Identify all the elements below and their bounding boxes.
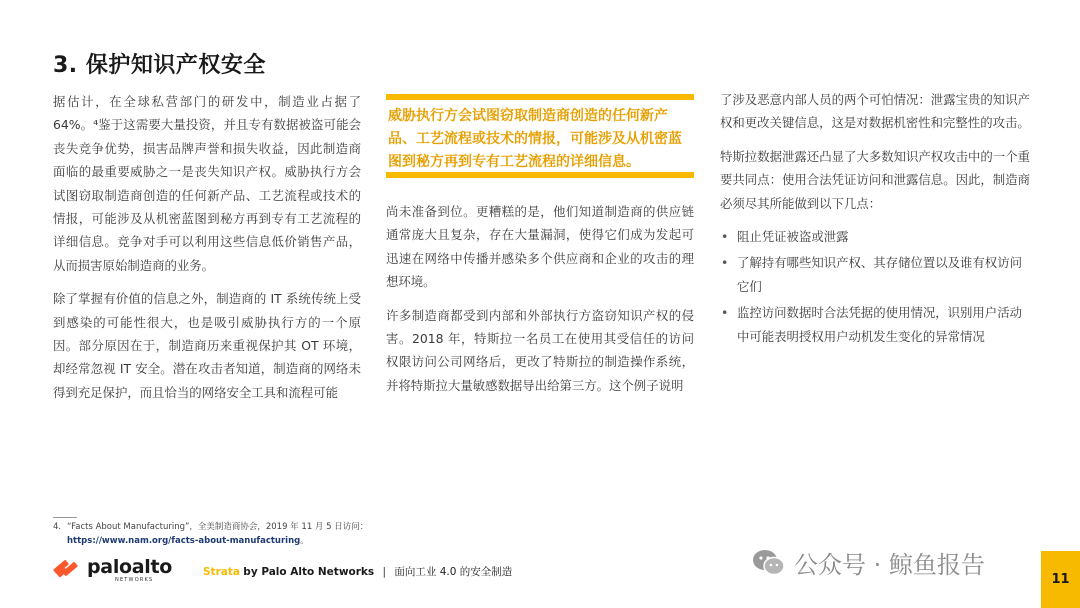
list-item-text: 了解持有哪些知识产权、其存储位置以及谁有权访问它们 — [737, 255, 1022, 294]
paragraph: 了涉及恶意内部人员的两个可怕情况：泄露宝贵的知识产权和更改关键信息，这是对数据机密性和完整性的攻击。 — [720, 92, 1030, 131]
footnote-divider — [53, 517, 77, 518]
footer-brand-line — [203, 564, 512, 579]
page-number: 11 — [1041, 551, 1080, 608]
paloalto-logo-icon — [53, 558, 83, 578]
footnote-link[interactable]: https://www.nam.org/facts-about-manufacturing — [67, 536, 301, 546]
paragraph: 许多制造商都受到内部和外部执行方盗窃知识产权的侵害。2018 年，特斯拉一名员工在使用其受信任的访问权限访问公司网络后，更改了特斯拉的制造操作系统，并将特斯拉大量敏感数据导出给第三方。这个例子说明 — [386, 307, 694, 393]
strata-brand: Strata — [203, 566, 240, 578]
logo-wordmark: paloalto — [87, 556, 173, 578]
paragraph: 特斯拉数据泄露还凸显了大多数知识产权攻击中的一个重要共同点：使用合法凭证访问和泄露信息。因此，制造商必须尽其所能做到以下几点： — [720, 148, 1030, 211]
list-item-text: 阻止凭证被盗或泄露 — [737, 229, 849, 245]
bullet-icon: • — [721, 305, 729, 321]
paragraph: 尚未准备到位。更糟糕的是，他们知道制造商的供应链通常庞大且复杂，存在大量漏洞，使得它们成为发起可迅速在网络中传播并感染多个供应商和企业的攻击的理想环境。 — [386, 204, 694, 290]
bullet-icon: • — [721, 255, 729, 271]
watermark-text: 公众号 · 鲸鱼报告 — [794, 551, 985, 579]
footnote — [53, 520, 473, 548]
list-item — [720, 225, 1030, 248]
logo-subtitle: NETWORKS — [115, 577, 154, 583]
brand-byline: by Palo Alto Networks — [243, 566, 375, 578]
column-3 — [720, 88, 1030, 351]
document-title: 面向工业 4.0 的安全制造 — [394, 566, 513, 578]
wechat-icon — [752, 549, 786, 577]
paragraph: 除了掌握有价值的信息之外，制造商的 IT 系统传统上受到感染的可能性很大，也是吸引威胁执行方的一个原因。部分原因在于，制造商历来重视保护其 OT 环境，却经常忽视 IT 安全。潜在攻击者知道，制造商的网络未得到充足保护，而且恰当的网络安全工具和流程可能 — [53, 291, 361, 400]
bullet-icon: • — [721, 229, 729, 245]
footnote-number: 4. — [53, 522, 62, 532]
paloalto-logo — [53, 558, 172, 584]
pull-quote: 威胁执行方会试图窃取制造商创造的任何新产品、工艺流程或技术的情报，可能涉及从机密蓝图到秘方再到专有工艺流程的详细信息。 — [386, 94, 694, 178]
footnote-text: “Facts About Manufacturing”，全美制造商协会，2019 年 11 月 5 日访问： — [67, 522, 369, 532]
list-item — [720, 251, 1030, 298]
list-item — [720, 301, 1030, 348]
watermark — [752, 545, 985, 580]
column-1 — [53, 90, 361, 414]
bullet-list — [720, 225, 1030, 348]
paragraph: 据估计，在全球私营部门的研发中，制造业占据了 64%。⁴鉴于这需要大量投资，并且专有数据被盗可能会丧失竞争优势，损害品牌声誉和损失收益，因此制造商面临的最重要威胁之一是丧失知识产权。威胁执行方会试图窃取制造商创造的任何新产品、工艺流程或技术的情报，可能涉及从机密蓝图到秘方再到专有工艺流程的详细信息。竞争对手可以利用这些信息低价销售产品，从而损害原始制造商的业务。 — [53, 94, 361, 273]
separator: | — [382, 566, 387, 578]
section-heading: 3. 保护知识产权安全 — [53, 53, 266, 78]
column-2 — [386, 200, 694, 407]
list-item-text: 监控访问数据时合法凭据的使用情况，识别用户活动中可能表明授权用户动机发生变化的异常情况 — [737, 305, 1022, 344]
footnote-link-suffix: 。 — [300, 536, 309, 546]
